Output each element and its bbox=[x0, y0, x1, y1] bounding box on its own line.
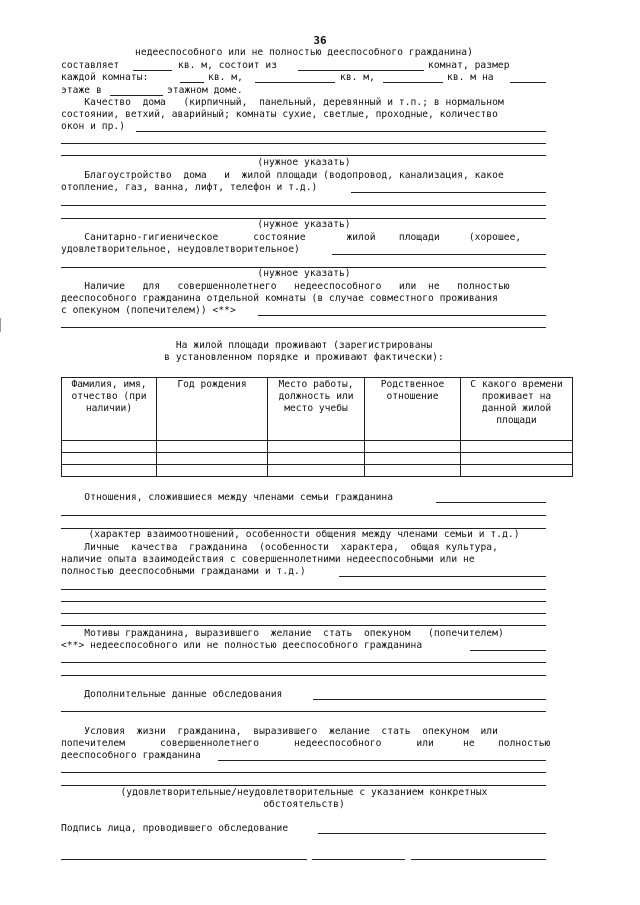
text-line: с опекуном (попечителем)) <**> bbox=[61, 305, 236, 316]
table-cell[interactable] bbox=[461, 453, 573, 465]
hint-text: (характер взаимоотношений, особенности общения между членами семьи и т.д.) bbox=[88, 529, 520, 540]
fill-line[interactable] bbox=[61, 601, 546, 602]
text-line: этаже в bbox=[61, 85, 102, 96]
table-cell[interactable] bbox=[461, 465, 573, 477]
hint-text: (нужное указать) bbox=[257, 157, 351, 168]
text-line: Отношения, сложившиеся между членами семьи гражданина bbox=[61, 492, 394, 503]
text-line: кв. м на bbox=[447, 72, 494, 83]
text-line: Личные качества гражданина (особенности характера, общая культура, bbox=[61, 542, 498, 553]
fill-line[interactable] bbox=[61, 515, 546, 516]
fill-line[interactable] bbox=[61, 327, 546, 328]
text-line: полностью дееспособными гражданами и т.д.) bbox=[61, 566, 306, 577]
table-cell[interactable] bbox=[268, 441, 365, 453]
fill-line[interactable] bbox=[255, 82, 335, 83]
fill-line[interactable] bbox=[218, 760, 546, 761]
fill-line[interactable] bbox=[61, 589, 546, 590]
text-line: удовлетворительное, неудовлетворительное) bbox=[61, 244, 300, 255]
fill-line[interactable] bbox=[61, 675, 546, 676]
text-line: отопление, газ, ванна, лифт, телефон и т.д.) bbox=[61, 182, 318, 193]
header-birth-year: Год рождения bbox=[157, 378, 268, 441]
fill-line[interactable] bbox=[61, 662, 546, 663]
table-row bbox=[62, 441, 573, 453]
fill-line[interactable] bbox=[61, 613, 546, 614]
text-line: составляет bbox=[61, 60, 120, 71]
table-cell[interactable] bbox=[365, 465, 461, 477]
table-caption: На жилой площади проживают (зарегистрированы bbox=[175, 340, 433, 351]
table-cell[interactable] bbox=[62, 441, 157, 453]
text-line: дееспособного гражданина bbox=[61, 750, 201, 761]
table-cell[interactable] bbox=[461, 441, 573, 453]
residents-table bbox=[61, 377, 573, 477]
signature-label: Подпись лица, проводившего обследование bbox=[61, 823, 289, 834]
fill-line[interactable] bbox=[61, 205, 546, 206]
table-cell[interactable] bbox=[157, 465, 268, 477]
table-cell[interactable] bbox=[268, 465, 365, 477]
text-line: окон и пр.) bbox=[61, 121, 126, 132]
text-line: Качество дома (кирпичный, панельный, деревянный и т.п.; в нормальном bbox=[61, 97, 504, 108]
table-cell[interactable] bbox=[62, 453, 157, 465]
table-cell[interactable] bbox=[157, 453, 268, 465]
fill-line[interactable] bbox=[258, 315, 546, 316]
header-relation: Родственное отношение bbox=[365, 378, 461, 441]
table-caption: в установленном порядке и проживают фактически): bbox=[164, 352, 444, 363]
fill-line[interactable] bbox=[61, 625, 546, 626]
text-line: кв. м, bbox=[208, 72, 243, 83]
text-line: Санитарно-гигиеническое состояние жилой площади (хорошее, bbox=[61, 232, 522, 243]
hint-text: (удовлетворительные/неудовлетворительные с указанием конкретных bbox=[120, 787, 488, 798]
fill-line[interactable] bbox=[133, 70, 172, 71]
fill-line[interactable] bbox=[136, 131, 546, 132]
text-line: Наличие для совершеннолетнего недееспособного или не полностью bbox=[61, 281, 510, 292]
table-cell[interactable] bbox=[268, 453, 365, 465]
header-fullname: Фамилия, имя, отчество (при наличии) bbox=[62, 378, 157, 441]
fill-line[interactable] bbox=[351, 192, 546, 193]
hint-text: (нужное указать) bbox=[257, 219, 351, 230]
fill-line[interactable] bbox=[61, 772, 546, 773]
fill-line[interactable] bbox=[61, 143, 546, 144]
header-since: С какого времени проживает на данной жилой площади bbox=[461, 378, 573, 441]
text-line: кв. м, bbox=[340, 72, 375, 83]
fill-line[interactable] bbox=[332, 254, 546, 255]
text-line: недееспособного или не полностью дееспособного гражданина) bbox=[135, 47, 473, 58]
table-cell[interactable] bbox=[62, 465, 157, 477]
text-line: Условия жизни гражданина, выразившего желание стать опекуном или bbox=[61, 726, 498, 737]
fill-line[interactable] bbox=[383, 82, 443, 83]
text-line: Дополнительные данные обследования bbox=[61, 689, 283, 700]
table-header-row bbox=[62, 378, 573, 441]
text-line: каждой комнаты: bbox=[61, 72, 149, 83]
text-line: дееспособного гражданина отдельной комнаты (в случае совместного проживания bbox=[61, 293, 498, 304]
text-line: кв. м, состоит из bbox=[178, 60, 278, 71]
table-row bbox=[62, 453, 573, 465]
fill-line[interactable] bbox=[470, 650, 546, 651]
page-number: 36 bbox=[313, 34, 327, 47]
text-line: этажном доме. bbox=[167, 85, 243, 96]
table-cell[interactable] bbox=[157, 441, 268, 453]
hint-text: обстоятельств) bbox=[263, 799, 345, 810]
signature-line[interactable] bbox=[318, 833, 546, 834]
header-workplace: Место работы, должность или место учебы bbox=[268, 378, 365, 441]
text-line: <**> недееспособного или не полностью дееспособного гражданина bbox=[61, 640, 423, 651]
hint-text: (нужное указать) bbox=[257, 268, 351, 279]
signature-line[interactable] bbox=[312, 859, 405, 860]
margin-mark bbox=[0, 318, 1, 332]
text-line: наличие опыта взаимодействия с совершеннолетними недееспособными или не bbox=[61, 554, 475, 565]
text-line: попечителем совершеннолетнего недееспособного или не полностью bbox=[61, 738, 551, 749]
fill-line[interactable] bbox=[61, 155, 546, 156]
text-line: Мотивы гражданина, выразившего желание стать опекуном (попечителем) bbox=[61, 628, 504, 639]
fill-line[interactable] bbox=[61, 785, 546, 786]
signature-line[interactable] bbox=[411, 859, 546, 860]
table-cell[interactable] bbox=[365, 441, 461, 453]
fill-line[interactable] bbox=[110, 95, 163, 96]
text-line: комнат, размер bbox=[428, 60, 510, 71]
fill-line[interactable] bbox=[436, 502, 546, 503]
signature-line[interactable] bbox=[61, 859, 307, 860]
fill-line[interactable] bbox=[298, 70, 424, 71]
fill-line[interactable] bbox=[339, 576, 546, 577]
table-row bbox=[62, 465, 573, 477]
fill-line[interactable] bbox=[61, 711, 546, 712]
fill-line[interactable] bbox=[180, 82, 204, 83]
fill-line[interactable] bbox=[510, 82, 546, 83]
text-line: Благоустройство дома и жилой площади (водопровод, канализация, какое bbox=[61, 170, 504, 181]
fill-line[interactable] bbox=[313, 699, 546, 700]
table-cell[interactable] bbox=[365, 453, 461, 465]
text-line: состоянии, ветхий, аварийный; комнаты сухие, светлые, проходные, количество bbox=[61, 109, 498, 120]
